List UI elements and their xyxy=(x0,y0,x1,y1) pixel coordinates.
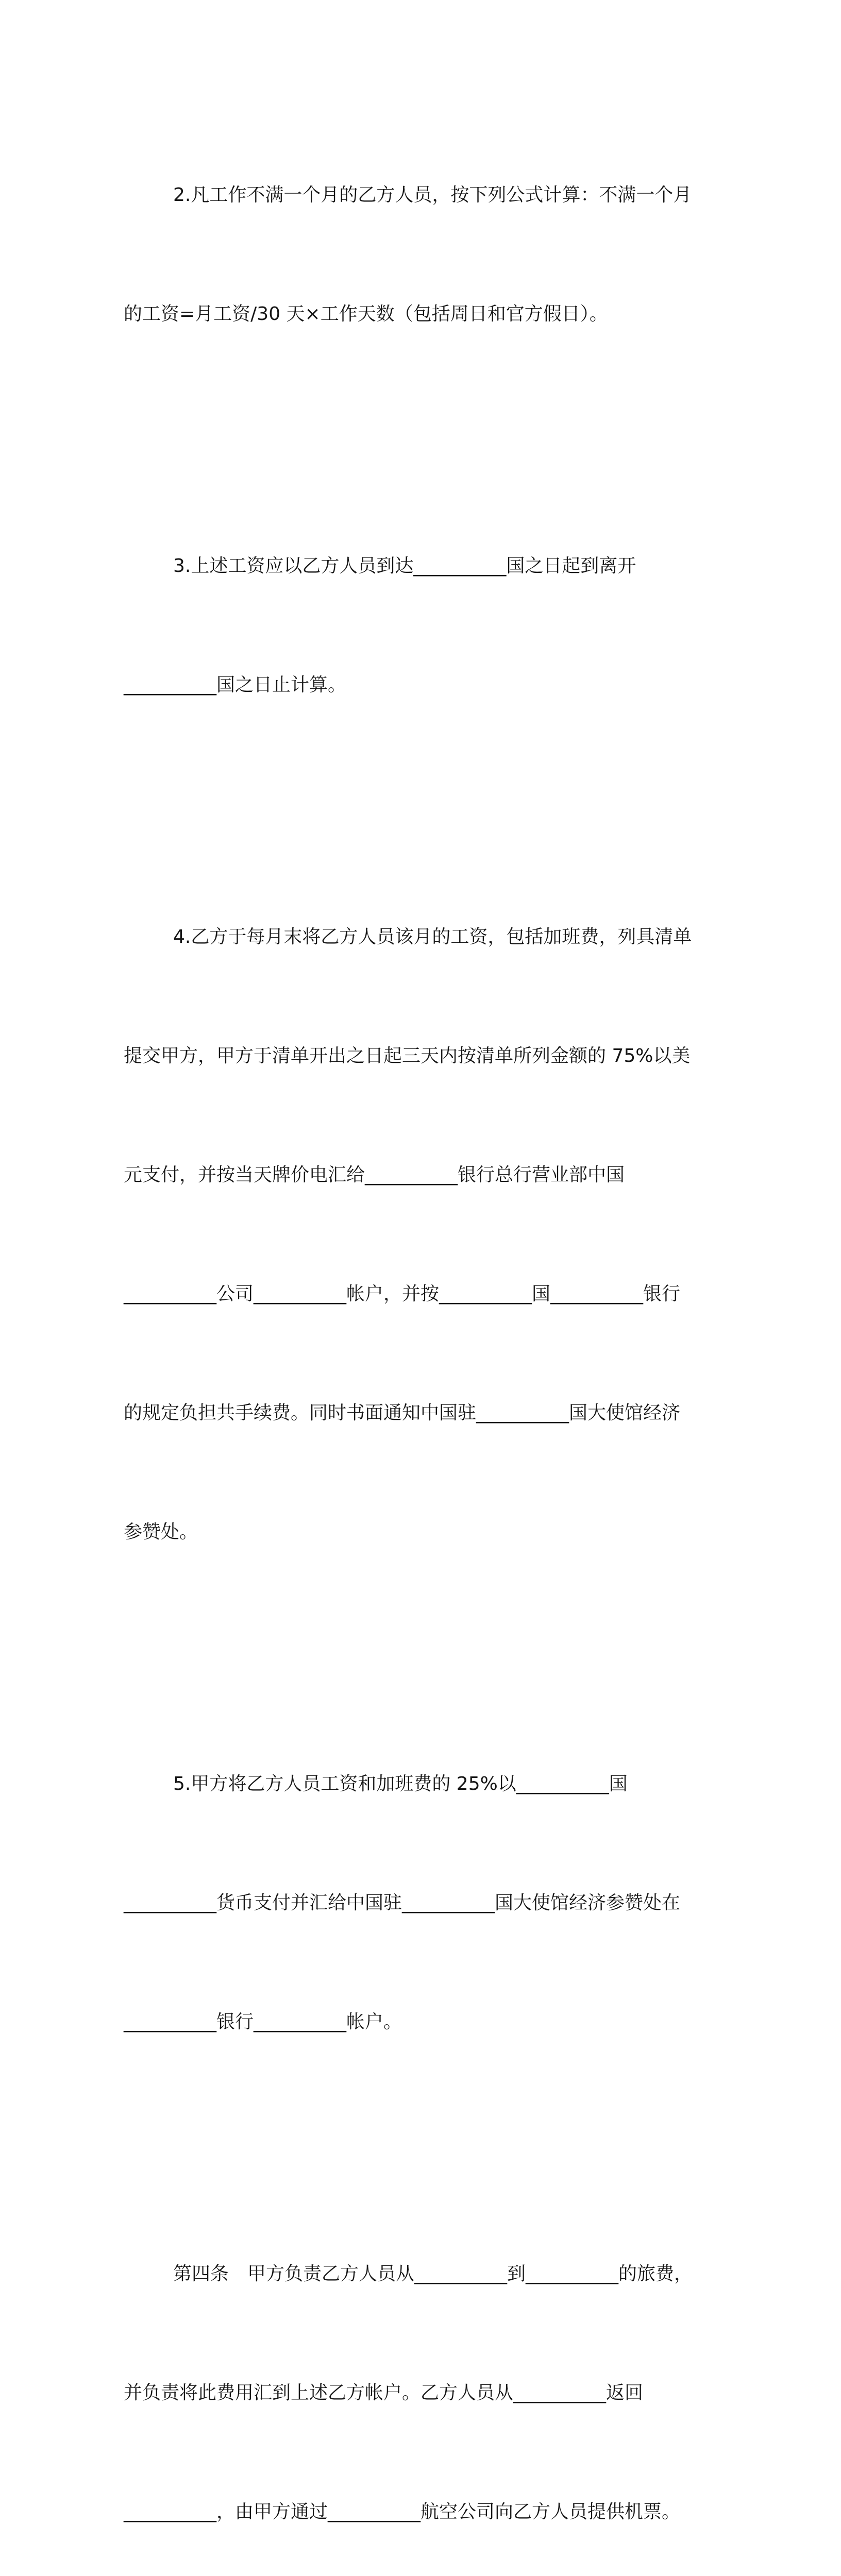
paragraph-line: 2.凡工作不满一个月的乙方人员，按下列公式计算：不满一个月 xyxy=(173,184,692,206)
paragraph-line: __________银行__________帐户。 xyxy=(124,2011,402,2032)
paragraph-line: 参赞处。 xyxy=(124,1521,198,1543)
paragraph-line: 5.甲方将乙方人员工资和加班费的 25%以__________国 xyxy=(173,1773,628,1794)
paragraph-line: 元支付，并按当天牌价电汇给__________银行总行营业部中国 xyxy=(124,1164,625,1185)
paragraph-line: 第四条 甲方负责乙方人员从__________到__________的旅费， xyxy=(173,2263,693,2284)
article-4-travel-expenses xyxy=(124,2175,721,2576)
paragraph-line: 的规定负担共手续费。同时书面通知中国驻__________国大使馆经济 xyxy=(124,1402,681,1423)
paragraph-item-4-payment-procedure xyxy=(124,838,721,1631)
paragraph-line: 的工资=月工资/30 天×工作天数（包括周日和官方假日）。 xyxy=(124,303,608,325)
paragraph-line: __________货币支付并汇给中国驻__________国大使馆经济参赞处在 xyxy=(124,1892,681,1913)
paragraph-spacer xyxy=(124,1631,721,1685)
paragraph-spacer xyxy=(124,2121,721,2175)
paragraph-spacer xyxy=(124,413,721,467)
paragraph-spacer xyxy=(124,784,721,838)
paragraph-line: __________国之日止计算。 xyxy=(124,674,347,696)
paragraph-line: __________，由甲方通过__________航空公司向乙方人员提供机票。 xyxy=(124,2501,681,2522)
paragraph-item-5-local-currency-payment xyxy=(124,1685,721,2121)
document-page xyxy=(124,96,721,2576)
paragraph-line: 3.上述工资应以乙方人员到达__________国之日起到离开 xyxy=(173,555,636,577)
paragraph-item-3-wage-period xyxy=(124,467,721,784)
paragraph-item-2-wages-partial-month xyxy=(124,96,721,413)
paragraph-line: 4.乙方于每月末将乙方人员该月的工资，包括加班费，列具清单 xyxy=(173,926,692,947)
paragraph-line: 并负责将此费用汇到上述乙方帐户。乙方人员从__________返回 xyxy=(124,2382,644,2403)
paragraph-line: __________公司__________帐户，并按__________国__________银行 xyxy=(124,1283,681,1304)
paragraph-line: 提交甲方，甲方于清单开出之日起三天内按清单所列金额的 75%以美 xyxy=(124,1045,691,1066)
